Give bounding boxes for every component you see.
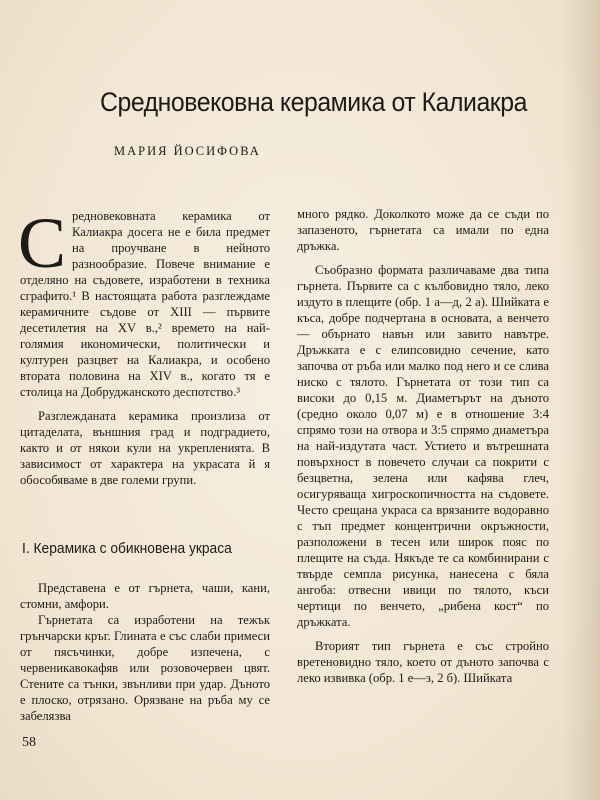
page-number: 58 <box>22 735 36 750</box>
article-title: Средновековна керамика от Калиакра <box>100 87 527 117</box>
paragraph-pots-technique: Гърнетата са изработени на тежък грънчарски кръг. Глината е със слаби примеси от пясъчинки, добре изпечена, с червеникавокафяв или розовочервен цвят. Стените са тънки, звънливи при удар. Дъното е плоско, отрязано. Орязване на ръба му се забелязва <box>20 613 270 723</box>
drop-cap: С <box>18 203 67 283</box>
paragraph-origin: Разглежданата керамика произлиза от цитаделата, външния град и подградието, както и от някои кули на укрепленията. В зависимост от характера на украсата й я обособяваме в две големи групи. <box>20 409 270 487</box>
paragraph-second-type: Вторият тип гърнета е със стройно вретеновидно тяло, което от дъното започва с леко извивка (обр. 1 е—з, 2 б). Шийката <box>297 639 549 685</box>
left-column-bottom <box>20 580 270 724</box>
left-column-top <box>18 203 270 488</box>
intro-text: редновековната керамика от Калиакра досега не е била предмет на проучване в нейното разнообразие. Повече внимание е отделяно на съдовете, изработени в техника сграфито.¹ В настоящата работа разглеждаме керамичните съдове от XIII — първите десетилетия на XV в.,² времето на най-голямия икономически, политически и културен разцвет на Калиакра, и особено втората половина на XIV в., когато тя е столица на Добруджанското деспотство.³ <box>20 209 270 399</box>
right-column <box>297 206 549 686</box>
section-heading: I. Керамика с обикновена украса <box>22 540 232 557</box>
article-author: МАРИЯ ЙОСИФОВА <box>114 144 261 158</box>
paragraph-vessel-types: Представена е от гърнета, чаши, кани, стомни, амфори. <box>20 581 270 611</box>
paragraph-pot-types: Съобразно формата различаваме два типа гърнета. Първите са с кълбовидно тяло, леко издуто в плещите (обр. 1 а—д, 2 а). Шийката е къса, добре подчертана в основата, а венчето — обърнато навън или завито навътре. Дръжката е с елипсовидно сечение, като започва от ръба или малко под него и се слива ниско с тялото. Гърнетата от този тип са високи до 0,15 м. Диаметърът на дъното (средно около 0,07 м) е в отношение 3:4 спрямо този на отвора и 3:5 спрямо диаметъра на най-издутата част. Устието и вътрешната повърхност в повечето случаи са покрити с безцветна, зелена или кафява глеч, осигуряваща хигроскопичността на съдовете. Често срещана украса са врязаните водоравно с тъп предмет концентрични окръжности, разположени в тесен или широк пояс по плещите на съда. Някъде те са комбинирани с твърде семпла рисунка, нанесена с бяла ангоба: отвесни ивици по тялото, къси чертици по венчето, „рибена кост“ по дръжката. <box>297 263 549 629</box>
paragraph-continuation: много рядко. Доколкото може да се съди по запазеното, гърнетата са имали по една дръжка. <box>297 207 549 253</box>
intro-paragraph <box>18 203 270 400</box>
binding-shadow <box>562 0 600 800</box>
